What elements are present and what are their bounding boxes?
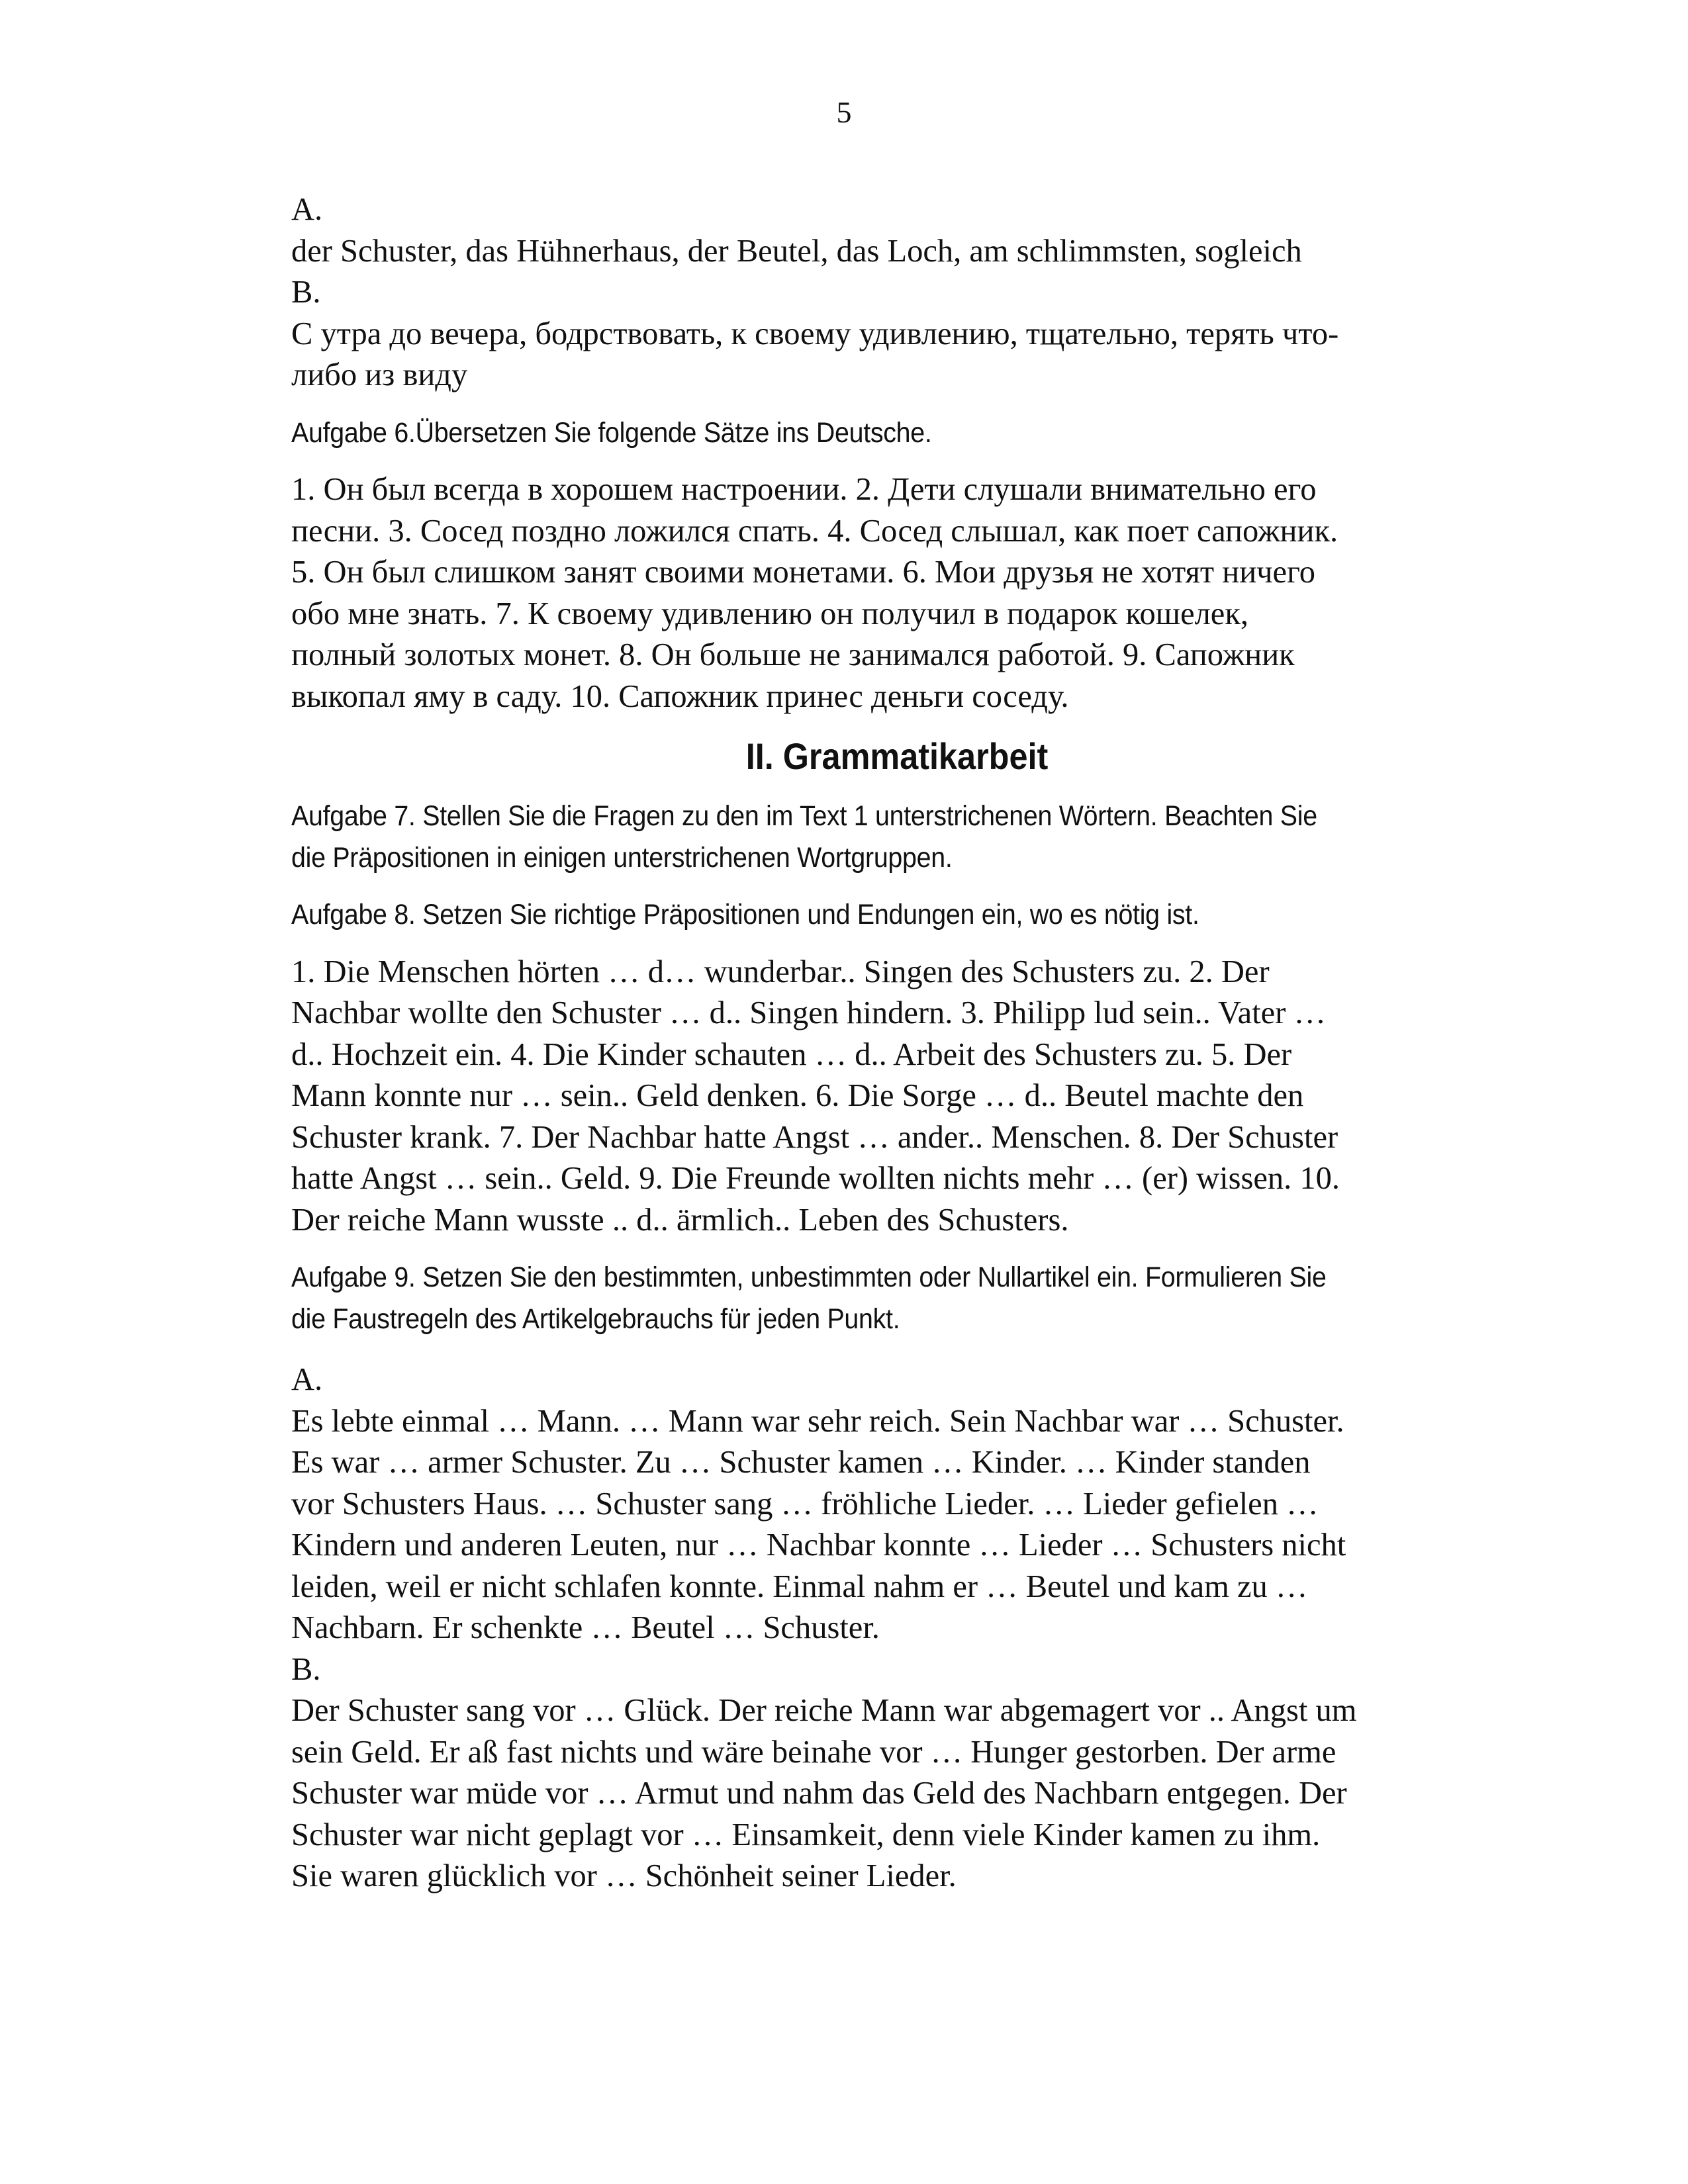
aufgabe9-part-b-line: Der Schuster sang vor … Glück. Der reiche Mann war abgemagert vor .. Angst um	[291, 1693, 1357, 1728]
aufgabe8-instruction: Aufgabe 8. Setzen Sie richtige Präpositionen und Endungen ein, wo es nötig ist.	[291, 899, 1199, 931]
aufgabe9-part-a-line: Es war … armer Schuster. Zu … Schuster kamen … Kinder. … Kinder standen	[291, 1445, 1311, 1480]
aufgabe8-line: Schuster krank. 7. Der Nachbar hatte Angst … ander.. Menschen. 8. Der Schuster	[291, 1119, 1338, 1155]
aufgabe8-line: hatte Angst … sein.. Geld. 9. Die Freunde wollten nichts mehr … (er) wissen. 10.	[291, 1161, 1340, 1196]
aufgabe6-line: полный золотых монет. 8. Он больше не занимался работой. 9. Сапожник	[291, 637, 1295, 672]
aufgabe9-instruction	[291, 1257, 1503, 1340]
aufgabe8-line: Nachbar wollte den Schuster … d.. Singen hindern. 3. Philipp lud sein.. Vater …	[291, 995, 1326, 1030]
section-b1-line: либо из виду	[291, 357, 468, 392]
aufgabe6-line: обо мне знать. 7. К своему удивлению он получил в подарок кошелек,	[291, 596, 1249, 631]
aufgabe6-instruction: Aufgabe 6.Übersetzen Sie folgende Sätze ins Deutsche.	[291, 416, 932, 449]
aufgabe9-part-b-line: Schuster war nicht geplagt vor … Einsamkeit, denn viele Kinder kamen zu ihm.	[291, 1817, 1321, 1852]
section-heading: II. Grammatikarbeit	[745, 735, 1049, 777]
aufgabe8-line: 1. Die Menschen hörten … d… wunderbar.. Singen des Schusters zu. 2. Der	[291, 954, 1270, 989]
aufgabe7-line: die Präpositionen in einigen unterstrichenen Wortgruppen.	[291, 841, 953, 874]
aufgabe8-sentences	[291, 952, 1503, 1242]
aufgabe9-part-b-line: Schuster war müde vor … Armut und nahm das Geld des Nachbarn entgegen. Der	[291, 1776, 1347, 1811]
aufgabe8-line: d.. Hochzeit ein. 4. Die Kinder schauten … d.. Arbeit des Schusters zu. 5. Der	[291, 1036, 1292, 1072]
page-number: 5	[836, 95, 852, 129]
aufgabe6-sentences	[291, 469, 1503, 717]
aufgabe6-line: песни. 3. Сосед поздно ложился спать. 4. Сосед слышал, как поет сапожник.	[291, 513, 1338, 549]
aufgabe9-part-b-line: Sie waren glücklich vor … Schönheit seiner Lieder.	[291, 1858, 957, 1893]
section-a1-marker: A.	[291, 192, 323, 227]
aufgabe8-line: Der reiche Mann wusste .. d.. ärmlich.. Leben des Schusters.	[291, 1202, 1069, 1238]
section-b1-line: С утра до вечера, бодрствовать, к своему удивлению, тщательно, терять что-	[291, 316, 1339, 351]
aufgabe8-line: Mann konnte nur … sein.. Geld denken. 6. Die Sorge … d.. Beutel machte den	[291, 1078, 1304, 1113]
aufgabe9-part-b	[291, 1690, 1503, 1897]
aufgabe9-part-a	[291, 1401, 1503, 1649]
aufgabe9-part-a-line: Es lebte einmal … Mann. … Mann war sehr reich. Sein Nachbar war … Schuster.	[291, 1403, 1344, 1439]
aufgabe9-part-b-line: sein Geld. Er aß fast nichts und wäre beinahe vor … Hunger gestorben. Der arme	[291, 1734, 1336, 1770]
aufgabe9-part-a-line: vor Schusters Haus. … Schuster sang … fröhliche Lieder. … Lieder gefielen …	[291, 1486, 1319, 1522]
section-b1-marker: B.	[291, 275, 321, 310]
aufgabe9-line: die Faustregeln des Artikelgebrauchs für jeden Punkt.	[291, 1302, 900, 1335]
aufgabe9-part-a-line: leiden, weil er nicht schlafen konnte. Einmal nahm er … Beutel und kam zu …	[291, 1569, 1308, 1604]
aufgabe7-instruction	[291, 796, 1503, 878]
aufgabe6-line: выкопал яму в саду. 10. Сапожник принес деньги соседу.	[291, 678, 1069, 714]
aufgabe9-line: Aufgabe 9. Setzen Sie den bestimmten, unbestimmten oder Nullartikel ein. Formulieren Sie	[291, 1261, 1327, 1293]
aufgabe6-line: 5. Он был слишком занят своими монетами. 6. Мои друзья не хотят ничего	[291, 555, 1316, 590]
aufgabe6-line: 1. Он был всегда в хорошем настроении. 2. Дети слушали внимательно его	[291, 472, 1317, 507]
aufgabe7-line: Aufgabe 7. Stellen Sie die Fragen zu den im Text 1 unterstrichenen Wörtern. Beachten Sie	[291, 800, 1317, 832]
aufgabe9-part-a-line: Kindern und anderen Leuten, nur … Nachbar konnte … Lieder … Schusters nicht	[291, 1527, 1346, 1563]
page-content	[291, 189, 1503, 1897]
aufgabe9-part-b-marker: B.	[291, 1651, 321, 1687]
section-a1-text: der Schuster, das Hühnerhaus, der Beutel, das Loch, am schlimmsten, sogleich	[291, 233, 1302, 269]
aufgabe9-part-a-line: Nachbarn. Er schenkte … Beutel … Schuster.	[291, 1610, 880, 1645]
aufgabe9-part-a-marker: A.	[291, 1362, 323, 1397]
